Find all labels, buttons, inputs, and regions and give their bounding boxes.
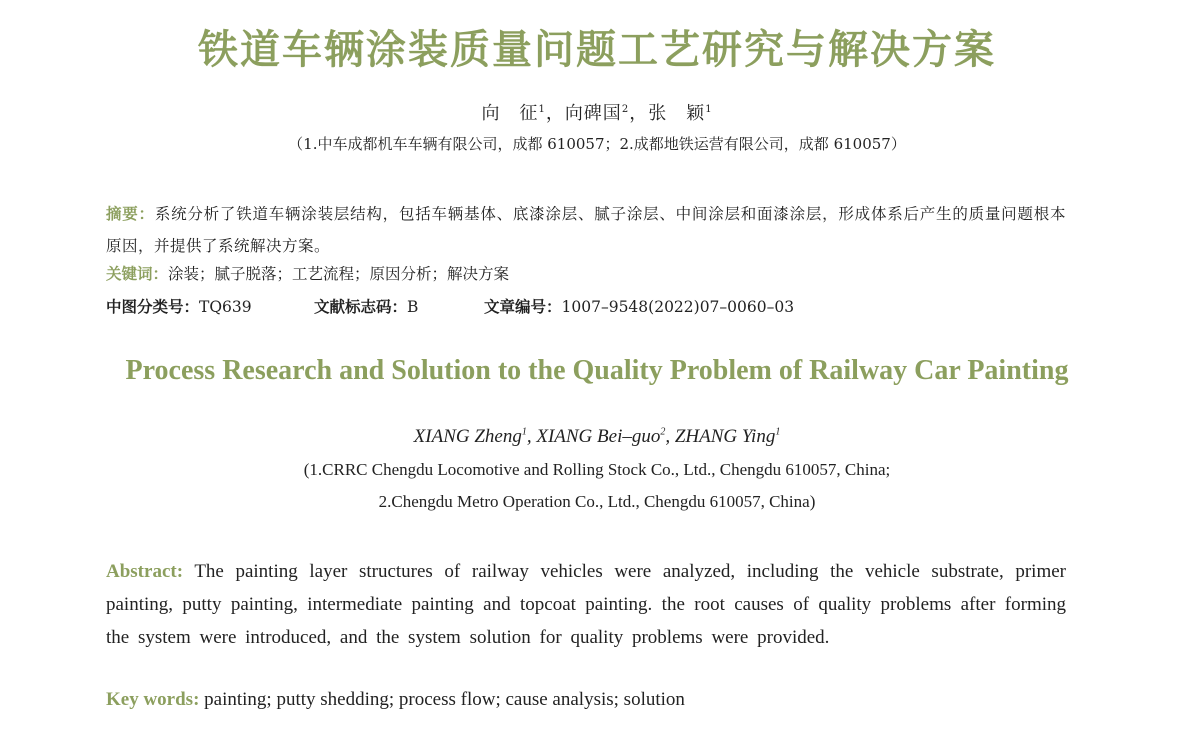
english-authors	[0, 426, 1194, 448]
author-separator: ，	[629, 103, 649, 124]
author-name: 张 颖	[648, 103, 706, 124]
english-abstract-text: The painting layer structures of railway vehicles were analyzed, including the vehicle substrate, primer painting, putty painting, intermediate painting and topcoat painting. the root causes of quality problems after forming the system were introduced, and the system solution for quality problems were provided.	[106, 561, 1066, 648]
english-title: Process Research and Solution to the Quality Problem of Railway Car Painting	[125, 355, 1069, 386]
english-keywords	[106, 686, 1066, 714]
english-affiliation-line-1: (1.CRRC Chengdu Locomotive and Rolling Stock Co., Ltd., Chengdu 610057, China;	[303, 460, 891, 479]
chinese-title: 铁道车辆涂装质量问题工艺研究与解决方案	[198, 27, 996, 73]
author-affiliation-mark: 2	[621, 104, 630, 115]
document-code	[314, 295, 484, 319]
author-name: ZHANG Ying	[674, 426, 776, 447]
author-separator: ,	[526, 426, 537, 447]
english-abstract-label: Abstract:	[106, 561, 184, 582]
clc-number	[106, 295, 314, 319]
chinese-keywords	[106, 262, 1066, 286]
classification-line	[106, 295, 1066, 319]
author-affiliation-mark: 1	[775, 426, 781, 438]
author-affiliation-mark: 2	[660, 426, 666, 438]
chinese-abstract-label: 摘要：	[106, 205, 155, 223]
english-abstract	[106, 555, 1066, 654]
document-code-value: B	[407, 298, 419, 316]
english-keywords-label: Key words:	[106, 689, 200, 710]
clc-value: TQ639	[199, 298, 252, 316]
author-affiliation-mark: 1	[538, 104, 546, 115]
chinese-affiliation: （1.中车成都机车车辆有限公司，成都 610057；2.成都地铁运营有限公司，成都 610057）	[288, 135, 906, 153]
chinese-abstract	[106, 198, 1066, 262]
article-number-value: 1007–9548(2022)07–0060–03	[561, 298, 795, 316]
english-affiliation-line-2: 2.Chengdu Metro Operation Co., Ltd., Chengdu 610057, China)	[378, 492, 816, 511]
chinese-keywords-label: 关键词：	[106, 265, 169, 283]
author-name: XIANG Zheng	[413, 426, 522, 447]
author-affiliation-mark: 1	[521, 426, 527, 438]
author-name: 向碑国	[564, 103, 622, 124]
chinese-authors	[0, 99, 1194, 125]
document-code-label: 文献标志码：	[314, 298, 408, 316]
author-name: XIANG Bei–guo	[536, 426, 661, 447]
clc-label: 中图分类号：	[106, 298, 200, 316]
article-number	[484, 295, 794, 319]
article-number-label: 文章编号：	[484, 298, 562, 316]
author-affiliation-mark: 1	[705, 104, 713, 115]
author-separator: ，	[545, 103, 565, 124]
chinese-keywords-text: 涂装；腻子脱落；工艺流程；原因分析；解决方案	[168, 265, 510, 283]
chinese-abstract-text: 系统分析了铁道车辆涂装层结构，包括车辆基体、底漆涂层、腻子涂层、中间涂层和面漆涂层，形成体系后产生的质量问题根本原因，并提供了系统解决方案。	[106, 205, 1066, 255]
english-keywords-text: painting; putty shedding; process flow; cause analysis; solution	[204, 689, 685, 710]
author-name: 向 征	[481, 103, 539, 124]
author-separator: ,	[665, 426, 675, 447]
